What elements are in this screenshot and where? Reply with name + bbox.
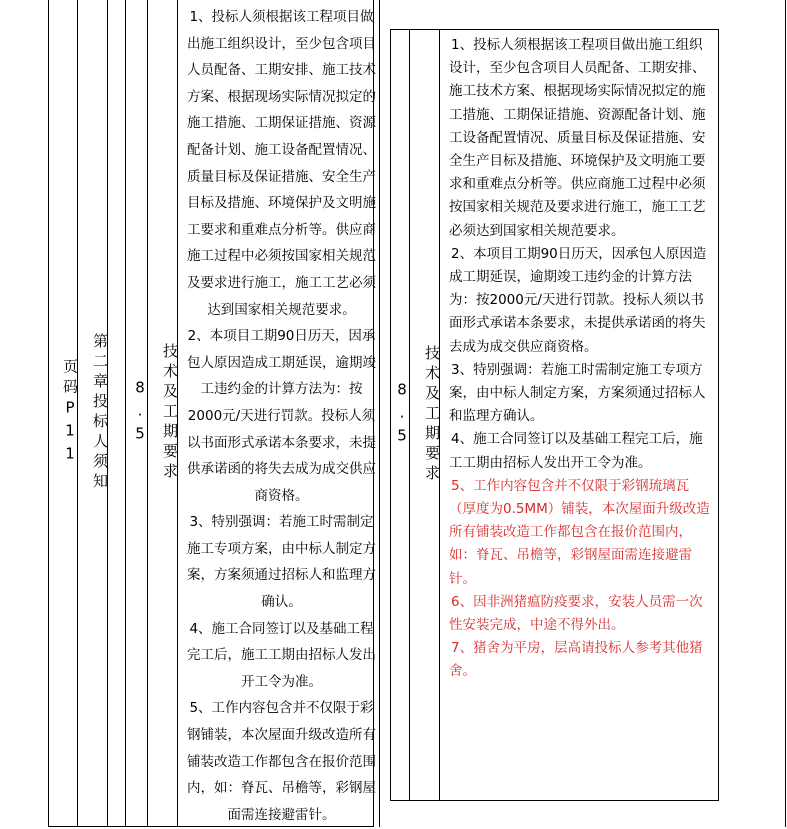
left-paragraph-5: 5、工作内容包含并不仅限于彩钢铺装，本次屋面升级改造所有铺装改造工作都包含在报价范围内，如：脊瓦、吊檐等，彩钢屋面需连接避雷针。 bbox=[187, 700, 376, 823]
empty-cell bbox=[108, 0, 126, 826]
right-content bbox=[449, 34, 714, 684]
right-paragraph-6: 6、因非洲猪瘟防疫要求，安装人员需一次性安装完成，中途不得外出。 bbox=[449, 593, 703, 634]
section-no-cell bbox=[126, 0, 148, 826]
left-paragraph-1: 1、投标人须根据该工程项目做出施工组织设计，至少包含项目人员配备、工期安排、施工技术方案、根据现场实际情况拟定的施工措施、工期保证措施、资源配备计划、施工设备配置情况、质量目标及保证措施、安全生产目标及措施、环境保护及文明施工要求和重难点分析等。供应商施工过程中必须按国家相关规范及要求进行施工，施工工艺必须达到国家相关规范要求。 bbox=[187, 9, 376, 318]
page-label-cell bbox=[49, 0, 78, 826]
right-section-title-cell bbox=[410, 30, 440, 800]
right-section-number: 8.5 bbox=[393, 380, 411, 450]
page-label: 页码P11 bbox=[61, 358, 79, 468]
right-paragraph-4: 4、施工合同签订以及基础工程完工后，施工工期由招标人发出开工令为准。 bbox=[449, 431, 703, 471]
right-paragraph-1: 1、投标人须根据该工程项目做出施工组织设计，至少包含项目人员配备、工期安排、施工技术方案、根据现场实际情况拟定的施工措施、工期保证措施、资源配备计划、施工设备配置情况、质量目标及保证措施、安全生产目标及措施、环境保护及文明施工要求和重难点分析等。供应商施工过程中必须按国家相关规范及要求进行施工，施工工艺必须达到国家相关规范要求。 bbox=[449, 37, 706, 239]
right-paragraph-5: 5、工作内容包含并不仅限于彩钢琉璃瓦（厚度为0.5MM）铺装，本次屋面升级改造所有铺装改造工作都包含在报价范围内，如：脊瓦、吊檐等，彩钢屋面需连接避雷针。 bbox=[449, 477, 710, 587]
chapter-cell bbox=[78, 0, 108, 826]
section-number: 8.5 bbox=[131, 378, 149, 448]
right-section-title: 技术及工期要求 bbox=[423, 345, 441, 485]
left-paragraph-3: 3、特别强调：若施工时需制定施工专项方案，由中标人制定方案，方案须通过招标人和监理方确认。 bbox=[187, 514, 376, 611]
right-section-no-cell bbox=[391, 30, 410, 800]
left-paragraph-2: 2、本项目工期90日历天，因承包人原因造成工期延误，逾期竣工违约金的计算方法为：按2000元/天进行罚款。投标人须以书面形式承诺本条要求，未提供承诺函的将失去成为成交供应商资格。 bbox=[187, 328, 376, 504]
chapter-label: 第二章投标人须知 bbox=[91, 333, 109, 493]
section-title: 技术及工期要求 bbox=[161, 343, 179, 483]
section-title-cell bbox=[148, 0, 178, 826]
right-paragraph-2: 2、本项目工期90日历天，因承包人原因造成工期延误，逾期竣工违约金的计算方法为：按2000元/天进行罚款。投标人须以书面形式承诺本条要求，未提供承诺函的将失去成为成交供应商资格。 bbox=[449, 245, 707, 355]
left-paragraph-4: 4、施工合同签订以及基础工程完工后，施工工期由招标人发出开工令为准。 bbox=[187, 620, 376, 690]
left-content bbox=[185, 4, 378, 828]
right-table bbox=[390, 29, 719, 801]
right-paragraph-3: 3、特别强调：若施工时需制定施工专项方案，由中标人制定方案，方案须通过招标人和监理方确认。 bbox=[449, 361, 706, 425]
right-paragraph-7: 7、猪舍为平房，层高请投标人参考其他猪舍。 bbox=[449, 640, 703, 680]
left-table bbox=[48, 0, 374, 827]
